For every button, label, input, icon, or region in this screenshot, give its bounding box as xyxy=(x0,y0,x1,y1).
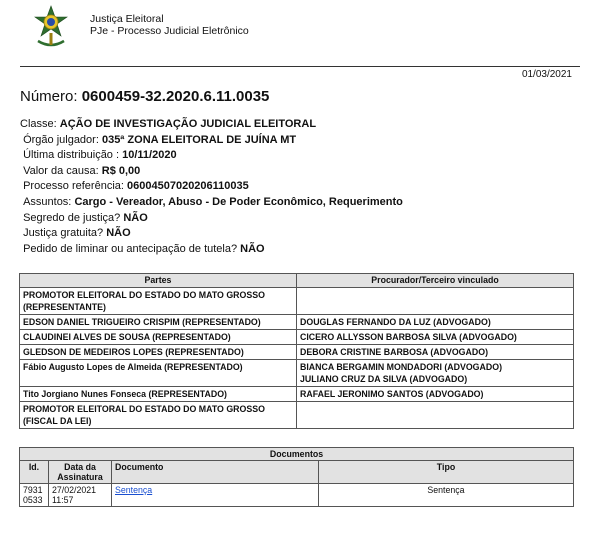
field-label: Classe: xyxy=(20,118,57,130)
column-header-id: Id. xyxy=(20,461,49,484)
field-value: AÇÃO DE INVESTIGAÇÃO JUDICIAL ELEITORAL xyxy=(59,118,317,130)
field-value: 10/11/2020 xyxy=(122,149,177,162)
field-value: R$ 0,00 xyxy=(101,164,141,177)
field-classe xyxy=(20,117,403,133)
partes-table xyxy=(19,273,574,429)
procurador-cell xyxy=(297,288,574,315)
field-assuntos xyxy=(20,195,403,211)
column-header-data: Data da Assinatura xyxy=(49,461,112,484)
document-link[interactable]: Sentença xyxy=(115,485,153,495)
table-row xyxy=(20,402,574,429)
doc-type-cell: Sentença xyxy=(319,484,574,507)
procurador-cell: DEBORA CRISTINE BARBOSA (ADVOGADO) xyxy=(297,345,574,360)
documentos-title: Documentos xyxy=(20,448,574,461)
field-value: 06004507020206110035 xyxy=(127,180,249,193)
field-value: NÃO xyxy=(240,242,265,255)
field-segredo-justica xyxy=(20,211,403,227)
table-row xyxy=(20,387,574,402)
table-row xyxy=(20,315,574,330)
document-date: 01/03/2021 xyxy=(521,69,572,80)
table-row xyxy=(20,288,574,315)
field-label: Órgão julgador: xyxy=(23,133,99,146)
field-ultima-distribuicao xyxy=(20,148,403,164)
table-header-row xyxy=(20,461,574,484)
field-value: Cargo - Vereador, Abuso - De Poder Econômico, Requerimento xyxy=(74,195,403,208)
procurador-cell: DOUGLAS FERNANDO DA LUZ (ADVOGADO) xyxy=(297,315,574,330)
parte-cell: Fábio Augusto Lopes de Almeida (REPRESENTADO) xyxy=(20,360,297,387)
column-header-documento: Documento xyxy=(112,461,319,484)
parte-cell: PROMOTOR ELEITORAL DO ESTADO DO MATO GROSSO (REPRESENTANTE) xyxy=(20,288,297,315)
doc-date-cell: 27/02/2021 11:57 xyxy=(49,484,112,507)
parte-cell: CLAUDINEI ALVES DE SOUSA (REPRESENTADO) xyxy=(20,330,297,345)
field-pedido-liminar xyxy=(20,242,403,258)
field-label: Última distribuição : xyxy=(23,149,120,162)
parte-cell: PROMOTOR ELEITORAL DO ESTADO DO MATO GROSSO (FISCAL DA LEI) xyxy=(20,402,297,429)
page-header xyxy=(20,5,580,65)
field-value: 035ª ZONA ELEITORAL DE JUÍNA MT xyxy=(101,133,297,146)
table-header-row xyxy=(20,274,574,288)
field-label: Pedido de liminar ou antecipação de tutela? xyxy=(23,242,238,255)
process-number-value: 0600459-32.2020.6.11.0035 xyxy=(81,88,270,105)
org-line-2: PJe - Processo Judicial Eletrônico xyxy=(90,25,249,37)
parte-cell: Tito Jorgiano Nunes Fonseca (REPRESENTADO) xyxy=(20,387,297,402)
documentos-table xyxy=(19,447,574,507)
doc-id-cell: 79310533 xyxy=(20,484,49,507)
field-justica-gratuita xyxy=(20,226,403,242)
field-value: NÃO xyxy=(106,227,131,240)
procurador-name: JULIANO CRUZ DA SILVA (ADVOGADO) xyxy=(300,374,468,384)
procurador-cell xyxy=(297,360,574,387)
field-label: Justiça gratuita? xyxy=(23,227,104,240)
field-value: NÃO xyxy=(123,211,148,224)
field-orgao xyxy=(20,133,403,149)
republic-emblem-icon xyxy=(32,5,70,49)
parte-cell: GLEDSON DE MEDEIROS LOPES (REPRESENTADO) xyxy=(20,345,297,360)
procurador-cell: CICERO ALLYSSON BARBOSA SILVA (ADVOGADO) xyxy=(297,330,574,345)
process-number-label: Número: xyxy=(20,88,78,105)
procurador-cell: RAFAEL JERONIMO SANTOS (ADVOGADO) xyxy=(297,387,574,402)
procurador-cell xyxy=(297,402,574,429)
field-label: Segredo de justiça? xyxy=(23,211,121,224)
procurador-name: BIANCA BERGAMIN MONDADORI (ADVOGADO) xyxy=(300,362,502,372)
field-valor-causa xyxy=(20,164,403,180)
doc-name-cell xyxy=(112,484,319,507)
process-number xyxy=(20,88,269,105)
field-processo-referencia xyxy=(20,179,403,195)
column-header-procurador: Procurador/Terceiro vinculado xyxy=(297,274,574,288)
field-label: Assuntos: xyxy=(23,195,72,208)
table-row xyxy=(20,330,574,345)
column-header-partes: Partes xyxy=(20,274,297,288)
header-divider xyxy=(20,66,580,67)
field-label: Processo referência: xyxy=(23,180,124,193)
table-row xyxy=(20,360,574,387)
table-row xyxy=(20,484,574,507)
field-label: Valor da causa: xyxy=(23,164,99,177)
table-row xyxy=(20,345,574,360)
process-details xyxy=(20,117,403,257)
parte-cell: EDSON DANIEL TRIGUEIRO CRISPIM (REPRESENTADO) xyxy=(20,315,297,330)
table-title-row xyxy=(20,448,574,461)
column-header-tipo: Tipo xyxy=(319,461,574,484)
organization-name xyxy=(90,13,249,37)
org-line-1: Justiça Eleitoral xyxy=(90,13,164,25)
